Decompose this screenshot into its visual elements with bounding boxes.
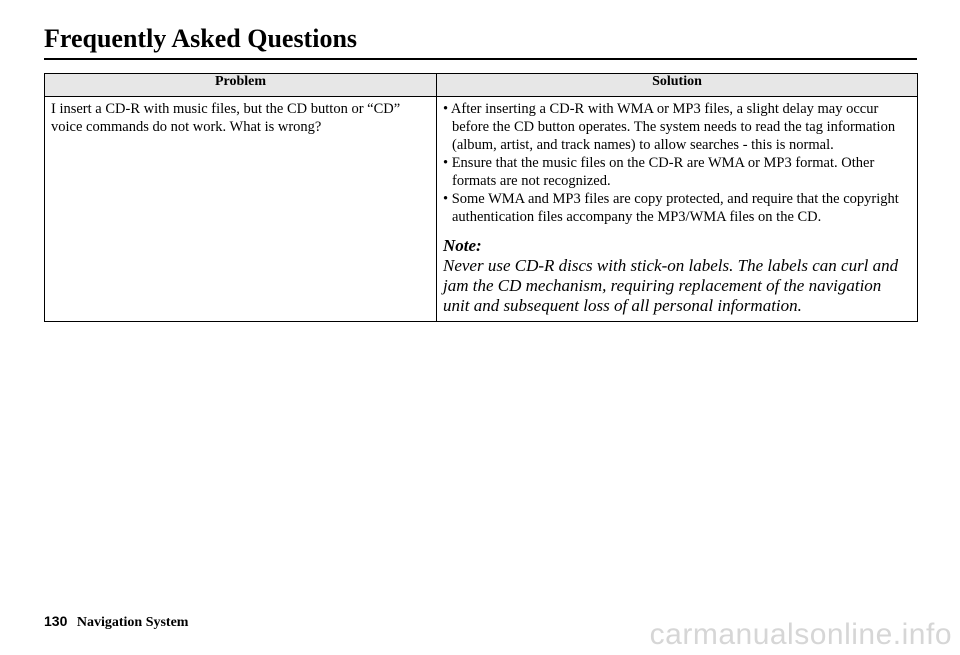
watermark: carmanualsonline.info <box>649 618 952 651</box>
solution-bullet: • After inserting a CD-R with WMA or MP3 files, a slight delay may occur before the CD button operates. The system needs to read the tag information (album, artist, and track names) to allow searches - this is normal. <box>443 101 896 153</box>
page-number: 130 <box>44 613 68 629</box>
column-header-solution: Solution <box>437 74 918 97</box>
table-row <box>45 97 918 322</box>
problem-cell: I insert a CD-R with music files, but the CD button or “CD” voice commands do not work. What is wrong? <box>45 97 437 322</box>
column-header-problem: Problem <box>45 74 437 97</box>
table-header-row <box>45 74 918 97</box>
page-title: Frequently Asked Questions <box>44 24 358 53</box>
note-text: Never use CD-R discs with stick-on labels. The labels can curl and jam the CD mechanism, requiring replacement of the navigation unit and subsequent loss of all personal information. <box>443 256 899 315</box>
note-heading: Note: <box>443 236 482 255</box>
solution-bullet: • Some WMA and MP3 files are copy protected, and require that the copyright authentication files accompany the MP3/WMA files on the CD. <box>443 191 899 225</box>
title-divider <box>44 58 917 60</box>
solution-cell <box>437 97 918 322</box>
page-footer <box>44 613 188 631</box>
footer-section-title: Navigation System <box>76 615 189 630</box>
solution-bullet: • Ensure that the music files on the CD-R are WMA or MP3 format. Other formats are not recognized. <box>443 155 875 189</box>
faq-table <box>44 73 918 322</box>
